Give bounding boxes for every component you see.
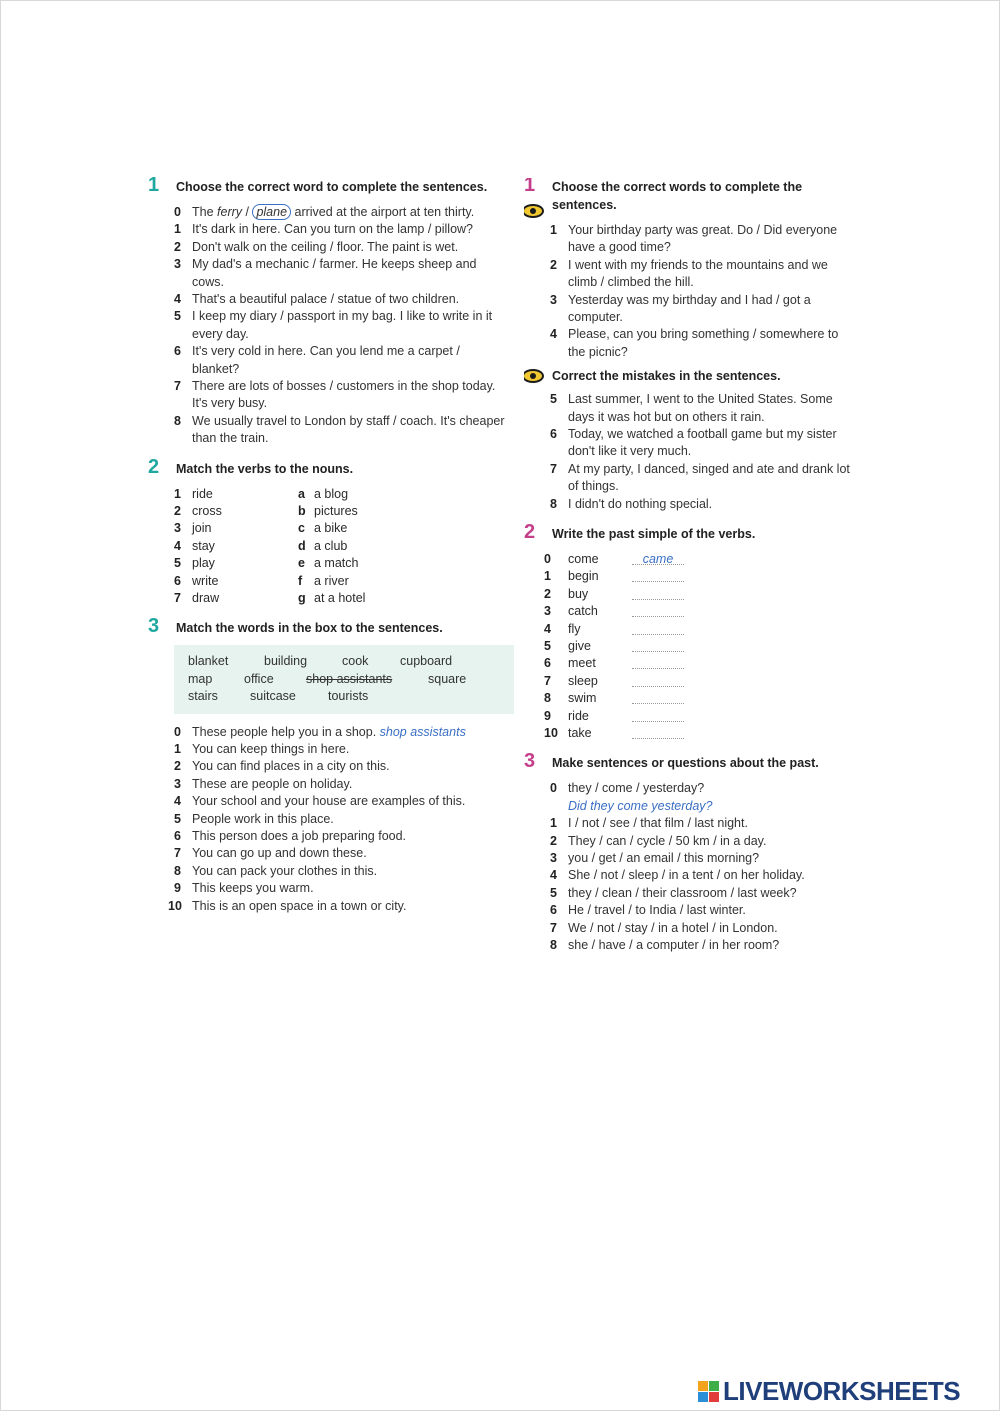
exercise-heading (524, 178, 858, 214)
verb: ride (192, 486, 213, 501)
answer-blank[interactable] (632, 634, 684, 635)
verb-row (524, 586, 858, 603)
list-item (524, 937, 858, 954)
exercise-heading (148, 615, 508, 638)
verb-row (524, 655, 858, 672)
item-number: 0 (550, 781, 557, 796)
item-number: 8 (550, 496, 557, 511)
list-item (524, 426, 858, 461)
item-number: 4 (174, 292, 181, 307)
right-column (524, 178, 858, 966)
verb: take (568, 726, 592, 740)
list-item (148, 256, 508, 291)
item-text: We usually travel to London by staff / coach. It's cheaper than the train. (192, 413, 505, 446)
exercise-title: Choose the correct word to complete the sentences. (176, 180, 488, 194)
list-item (524, 461, 858, 496)
item-number: 7 (550, 461, 557, 476)
item-number: 1 (174, 486, 181, 501)
exercise-title: Write the past simple of the verbs. (552, 527, 756, 542)
box-word: cupboard (400, 654, 453, 669)
box-word: stairs (188, 689, 218, 704)
noun: a blog (314, 486, 349, 501)
list-item (148, 221, 508, 238)
match-letter: e (298, 556, 305, 571)
item-text: At my party, I danced, singed and ate and drank lot of things. (568, 461, 850, 494)
item-number: 3 (174, 257, 181, 272)
answer-blank[interactable] (632, 668, 684, 669)
item-text: We / not / stay / in a hotel / in London. (568, 920, 778, 935)
item-number: 3 (174, 521, 181, 536)
noun: a bike (314, 521, 348, 536)
item-number: 3 (544, 604, 551, 619)
example-answer: came (642, 552, 674, 567)
eye-icon (524, 204, 544, 218)
item-text: Please, can you bring something / somewhere to the picnic? (568, 327, 839, 359)
item-number: 6 (550, 427, 557, 442)
item-number: 8 (174, 863, 181, 878)
item-list (148, 221, 508, 447)
exercise-number: 1 (148, 174, 160, 196)
list-item (148, 793, 508, 810)
left-exercise-1 (148, 174, 508, 448)
item-text: Today, we watched a football game but my sister don't like it very much. (568, 427, 837, 459)
verb: ride (568, 708, 589, 723)
item-text: I keep my diary / passport in my bag. I like to write in it every day. (192, 309, 493, 341)
item-number: 5 (174, 556, 181, 571)
box-word: building (264, 654, 308, 669)
item-number: 5 (550, 885, 557, 900)
match-list (148, 486, 508, 608)
logo-mark-icon (698, 1381, 719, 1402)
item-number: 0 (174, 205, 181, 219)
item-number: 4 (174, 794, 181, 809)
item-text: You can find places in a city on this. (192, 759, 390, 774)
item-number: 9 (174, 881, 181, 896)
item-number: 9 (544, 708, 551, 723)
item-text: That's a beautiful palace / statue of two children. (192, 292, 460, 307)
verb: join (192, 521, 212, 536)
item-text: They / can / cycle / 50 km / in a day. (568, 833, 767, 848)
item-text: It's dark in here. Can you turn on the lamp / pillow? (192, 222, 474, 237)
list-item (524, 496, 858, 513)
verb-list (524, 568, 858, 742)
right-exercise-2 (524, 521, 858, 742)
list-item (148, 413, 508, 448)
item-text: People work in this place. (192, 811, 334, 826)
verb-row (524, 673, 858, 690)
item-number: 2 (174, 504, 181, 519)
match-row (148, 555, 508, 572)
item-number: 1 (174, 742, 181, 756)
list-item (148, 880, 508, 897)
verb: buy (568, 586, 589, 601)
list-item (148, 845, 508, 862)
item-text: I / not / see / that film / last night. (568, 816, 748, 831)
item-text: It's very cold in here. Can you lend me a carpet / blanket? (192, 344, 460, 376)
verb: come (568, 552, 599, 567)
item-text: Don't walk on the ceiling / floor. The paint is wet. (192, 239, 459, 254)
item-number: 4 (544, 621, 551, 636)
item-number: 4 (174, 538, 181, 553)
option-separator: / (242, 205, 253, 219)
verb-row (524, 568, 858, 585)
list-item (148, 758, 508, 775)
item-text: Your school and your house are examples of this. (192, 794, 466, 809)
list-item (148, 811, 508, 828)
list-item (148, 291, 508, 308)
verb: begin (568, 569, 599, 584)
verb: catch (568, 604, 598, 619)
example-item (148, 204, 508, 221)
list-item (524, 833, 858, 850)
left-column (148, 174, 508, 927)
example-item (148, 724, 508, 741)
item-number: 6 (550, 903, 557, 918)
answer-blank[interactable] (632, 738, 684, 739)
item-number: 0 (174, 724, 181, 739)
answer-blank[interactable] (632, 703, 684, 704)
list-item (524, 292, 858, 327)
item-text: Your birthday party was great. Do / Did everyone have a good time? (568, 223, 838, 255)
noun: a match (314, 556, 359, 571)
answer-blank[interactable] (632, 581, 684, 582)
match-row (148, 520, 508, 537)
item-text: These are people on holiday. (192, 776, 353, 791)
list-item (524, 867, 858, 884)
left-exercise-3 (148, 615, 508, 915)
item-number: 3 (174, 776, 181, 791)
list-item (148, 239, 508, 256)
item-number: 1 (550, 223, 557, 237)
verb: play (192, 556, 215, 571)
word-box (174, 645, 514, 713)
box-word: map (188, 671, 213, 686)
example-item (524, 780, 858, 815)
verb-row (524, 621, 858, 638)
item-text: You can go up and down these. (192, 846, 367, 861)
exercise-heading (148, 455, 508, 478)
item-number: 2 (544, 586, 551, 601)
answer-blank[interactable] (632, 599, 684, 600)
exercise-title: Match the words in the box to the sentences. (176, 621, 443, 636)
list-item (524, 222, 858, 257)
match-row (148, 486, 508, 503)
item-number: 8 (550, 938, 557, 953)
box-word: square (428, 671, 467, 686)
noun: pictures (314, 504, 358, 519)
match-row (148, 590, 508, 607)
item-number: 7 (544, 673, 551, 688)
item-number: 2 (174, 239, 181, 254)
item-list (524, 222, 858, 361)
item-number: 2 (550, 833, 557, 848)
list-item (524, 326, 858, 361)
exercise-title: Match the verbs to the nouns. (176, 461, 354, 476)
example-answer: shop assistants (379, 724, 466, 739)
list-item (148, 776, 508, 793)
exercise-number: 3 (148, 615, 160, 638)
list-item (148, 828, 508, 845)
item-number: 7 (174, 379, 181, 394)
match-row (148, 538, 508, 555)
exercise-number: 3 (524, 750, 536, 773)
list-item (524, 815, 858, 832)
item-text: you / get / an email / this morning? (568, 851, 760, 866)
sub-title: Correct the mistakes in the sentences. (552, 369, 781, 384)
item-number: 7 (174, 591, 181, 606)
liveworksheets-logo (698, 1376, 960, 1406)
example-text-post: arrived at the airport at ten thirty. (291, 205, 475, 219)
box-word: suitcase (250, 689, 296, 704)
match-letter: c (298, 521, 305, 536)
verb-row (524, 725, 858, 742)
item-number: 5 (174, 811, 181, 826)
verb: stay (192, 538, 215, 553)
eye-icon (524, 369, 544, 383)
item-number: 3 (550, 851, 557, 866)
verb: give (568, 639, 591, 654)
list-item (524, 902, 858, 919)
answer-blank[interactable] (632, 616, 684, 617)
list-item (148, 741, 508, 758)
item-text: I went with my friends to the mountains and we climb / climbed the hill. (568, 257, 828, 290)
item-list (524, 815, 858, 954)
item-text: This is an open space in a town or city. (192, 898, 407, 913)
example-text-pre: The (192, 205, 218, 219)
noun: a club (314, 538, 348, 553)
item-number: 5 (550, 392, 557, 407)
item-number: 6 (174, 573, 181, 588)
answer-blank[interactable] (632, 651, 684, 652)
item-number: 4 (550, 868, 557, 883)
item-text: You can keep things in here. (192, 742, 350, 756)
right-exercise-3 (524, 750, 858, 954)
item-number: 7 (550, 920, 557, 935)
box-word: cook (342, 654, 369, 669)
item-number: 6 (174, 829, 181, 844)
verb: swim (568, 691, 597, 706)
right-exercise-1 (524, 178, 858, 513)
verb: fly (568, 621, 581, 636)
example-verb-row (524, 551, 858, 568)
exercise-number: 2 (148, 455, 160, 478)
verb: sleep (568, 673, 598, 688)
list-item (524, 885, 858, 902)
item-number: 5 (174, 309, 181, 324)
item-number: 10 (168, 898, 182, 913)
list-item (148, 898, 508, 915)
verb: meet (568, 656, 596, 671)
example-text: they / come / yesterday? (568, 781, 705, 796)
answer-blank[interactable] (632, 686, 684, 687)
verb: draw (192, 591, 220, 606)
logo-text: LIVEWORKSHEETS (723, 1375, 961, 1406)
item-text: This person does a job preparing food. (192, 829, 407, 844)
item-number: 1 (544, 569, 551, 584)
match-row (148, 503, 508, 520)
verb-row (524, 603, 858, 620)
item-number: 1 (550, 816, 557, 831)
item-number: 8 (174, 413, 181, 428)
item-number: 1 (174, 222, 181, 237)
item-number: 2 (174, 759, 181, 774)
item-number: 6 (174, 344, 181, 359)
exercise-number: 2 (524, 521, 536, 544)
noun: at a hotel (314, 591, 366, 606)
list-item (148, 863, 508, 880)
match-letter: f (298, 573, 303, 588)
list-item (148, 343, 508, 378)
item-text: This keeps you warm. (192, 881, 314, 896)
verb-row (524, 708, 858, 725)
verb: write (192, 573, 219, 588)
item-number: 4 (550, 327, 557, 342)
item-number: 5 (544, 639, 551, 654)
sub-heading (524, 367, 858, 385)
item-number: 0 (544, 552, 551, 567)
item-text: Yesterday was my birthday and I had / got a computer. (568, 292, 811, 325)
item-number: 8 (544, 691, 551, 706)
item-text: Last summer, I went to the United States. Some days it was hot but on others it rain. (568, 392, 833, 424)
left-exercise-2 (148, 455, 508, 608)
exercise-title: Choose the correct words to complete the sentences. (552, 180, 803, 212)
exercise-heading (148, 174, 508, 196)
verb: cross (192, 504, 222, 519)
answer-blank[interactable] (632, 721, 684, 722)
example-answer: Did they come yesterday? (568, 798, 713, 813)
box-word: blanket (188, 654, 229, 669)
item-text: I didn't do nothing special. (568, 496, 713, 511)
item-list (524, 391, 858, 513)
verb-row (524, 638, 858, 655)
item-text: she / have / a computer / in her room? (568, 938, 780, 953)
option-1: ferry (217, 205, 243, 219)
item-text: She / not / sleep / in a tent / on her holiday. (568, 868, 805, 883)
item-text: My dad's a mechanic / farmer. He keeps sheep and cows. (192, 257, 477, 289)
match-letter: a (298, 486, 305, 501)
exercise-heading (524, 750, 858, 773)
match-row (148, 573, 508, 590)
exercise-heading (524, 521, 858, 544)
match-letter: d (298, 538, 306, 553)
exercise-number: 1 (524, 178, 536, 196)
example-text: These people help you in a shop. (192, 724, 377, 739)
list-item (148, 308, 508, 343)
item-text: There are lots of bosses / customers in the shop today. It's very busy. (192, 379, 496, 411)
list-item (524, 850, 858, 867)
noun: a river (314, 573, 349, 588)
circled-answer: plane (252, 204, 291, 220)
match-letter: b (298, 504, 306, 519)
verb-row (524, 690, 858, 707)
exercise-title: Make sentences or questions about the past. (552, 756, 819, 771)
item-number: 2 (550, 257, 557, 272)
item-text: He / travel / to India / last winter. (568, 903, 746, 918)
list-item (524, 391, 858, 426)
box-word-crossed-out: shop assistants (306, 671, 393, 686)
box-word: tourists (328, 689, 369, 704)
item-text: they / clean / their classroom / last week? (568, 885, 797, 900)
list-item (524, 257, 858, 292)
match-letter: g (298, 591, 306, 606)
box-word: office (244, 671, 274, 686)
item-text: You can pack your clothes in this. (192, 863, 378, 878)
item-number: 3 (550, 292, 557, 307)
item-list (148, 741, 508, 915)
list-item (148, 378, 508, 413)
list-item (524, 920, 858, 937)
item-number: 6 (544, 656, 551, 671)
item-number: 10 (544, 726, 558, 740)
item-number: 7 (174, 846, 181, 861)
